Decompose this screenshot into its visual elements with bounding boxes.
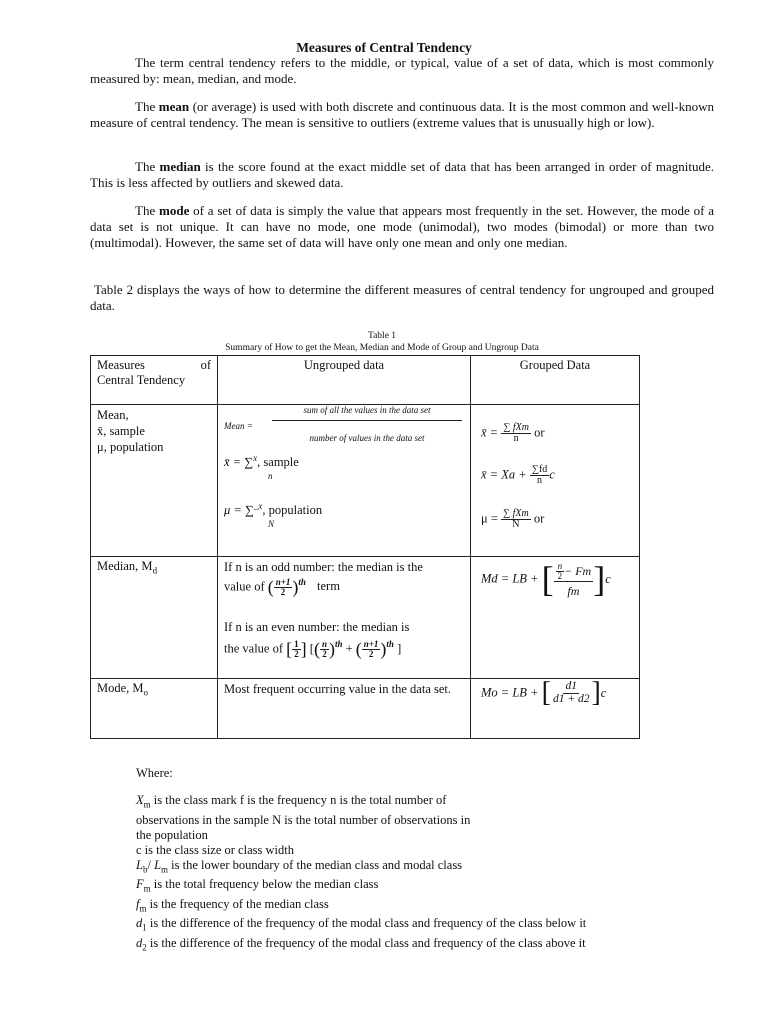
formula-denominator: 2 [280, 587, 286, 597]
header-text: Measures [97, 358, 145, 372]
formula-sup: th [298, 577, 306, 588]
row-label-mean [91, 405, 218, 557]
legend-text: the population [136, 827, 208, 842]
label-text: Mode, M [97, 681, 144, 695]
legend-c: c is the class size or class width [136, 842, 294, 857]
paragraph-text: Table 2 displays the ways of how to determine the different measures of central tendency for ungrouped and grouped data. [90, 282, 714, 313]
cell-median-ungrouped [218, 557, 471, 679]
cell-mode-grouped [471, 679, 640, 739]
formula-text: − Fm [564, 564, 592, 578]
table-caption-title: Table 1 [367, 331, 397, 341]
cell-median-grouped [471, 557, 640, 679]
formula-sample [224, 453, 299, 470]
legend-lb-lm [136, 858, 696, 878]
formula-text: μ = [481, 511, 498, 526]
formula-text: Md = LB + [481, 571, 539, 586]
formula-mode-grouped: Mo = LB + [ $\frac{d1}{d1 + d2}$ ] c [481, 677, 607, 708]
formula-denominator: fm [567, 583, 580, 598]
paragraph-text: (or average) is used with both discrete and continuous data. It is the most common and well-known measure of central tendency. The mean is sensitive to outliers (extreme values that is unusually high or low). [90, 99, 714, 130]
legend-xm [136, 793, 696, 813]
formula-grouped-1 [481, 423, 545, 444]
formula-text: or [533, 511, 545, 526]
formula-numerator: n [321, 639, 327, 649]
formula-numerator: n [557, 560, 563, 571]
page-title: Measures of Central Tendency [296, 40, 472, 55]
header-text: Central Tendency [97, 373, 186, 387]
legend-text: is the difference of the frequency of the modal class and frequency of the class below it [146, 916, 587, 930]
formula-denominator: 2 [557, 570, 563, 581]
formula-text: x̄ = Xa + [481, 467, 527, 482]
formula-grouped-2 [481, 465, 555, 486]
formula-sup: x [258, 501, 263, 511]
symbol: L [154, 857, 162, 872]
formula-text: Mo = LB + [481, 685, 539, 700]
formula-text: x̄ = [481, 425, 499, 440]
header-measures [91, 356, 218, 405]
table-row-mean [91, 405, 640, 557]
cell-mode-ungrouped: Most frequent occurring value in the data set. [218, 679, 471, 739]
formula-denominator: 2 [322, 649, 327, 659]
formula-text: c [549, 467, 555, 482]
symbol-sub: m [143, 883, 151, 894]
formula-denominator: 2 [294, 649, 299, 659]
symbol: f [136, 896, 140, 911]
formula-numerator: ∑ fXm [503, 422, 529, 433]
paragraph-median [90, 159, 714, 191]
symbol: X [136, 793, 144, 807]
symbol-sub: m [161, 864, 169, 874]
paragraph-text: The [135, 203, 160, 218]
table-row-mode [91, 679, 640, 739]
formula-text: μ = ∑ [224, 503, 254, 518]
symbol-sub: m [143, 799, 151, 810]
term-median: median [159, 159, 201, 174]
legend-d1 [136, 916, 696, 936]
formula-denominator: 2 [368, 649, 374, 659]
formula-text: the value of [224, 641, 284, 656]
term-mean: mean [158, 99, 190, 114]
term-mode: mode [159, 203, 190, 218]
formula-numerator: n+1 [275, 577, 291, 587]
formula-text: Mean = [224, 421, 253, 431]
formula-sub: N [268, 519, 275, 529]
formula-sup: x [253, 453, 258, 463]
legend-text: observations in the sample N is the total number of observations in [136, 812, 471, 827]
formula-text: x̄ = ∑ [224, 455, 254, 470]
formula-numerator: ∑fd [531, 464, 548, 475]
table-header-row [91, 356, 640, 405]
formula-grouped-3 [481, 509, 544, 530]
legend-fm-total [136, 877, 696, 897]
formula-denominator: n [537, 475, 543, 486]
formula-numerator: sum of all the values in the data set [272, 405, 462, 421]
formula-odd: value of ( $\frac{n+1}{2}$ )$^{th}$ term [224, 577, 340, 597]
label-text: x̄, sample [97, 424, 145, 438]
label-sub: d [152, 565, 158, 576]
symbol-sub: 1 [142, 922, 147, 933]
formula-sup: th [334, 639, 343, 650]
paragraph-central-tendency [90, 55, 714, 87]
legend-text: is the difference of the frequency of the modal class and frequency of the class above it [146, 935, 586, 950]
formula-text: c [605, 571, 611, 586]
paragraph-text: of a set of data is simply the value that appears most frequently in the set. However, the mode of a data set is not unique. It can have no mode, one mode (unimodal), two modes (bimodal) or more than two (multimodal). However, the same set of data will have only one mean and only one median. [90, 203, 714, 250]
paragraph-text: is the score found at the exact middle set of data that has been arranged in order of magnitude. This is less affected by outliers and skewed data. [90, 159, 714, 190]
summary-table [90, 355, 640, 739]
symbol: d [136, 916, 143, 930]
formula-text: , population [262, 503, 323, 518]
formula-numerator: d1 [565, 680, 577, 692]
formula-denominator: number of values in the data set [309, 433, 425, 443]
legend-text: is the total frequency below the median class [150, 877, 379, 891]
legend-text: is the frequency of the median class [146, 896, 329, 911]
formula-numerator: ∑ fXm [503, 508, 529, 519]
cell-mean-grouped [471, 405, 640, 557]
paragraph-text: The term central tendency refers to the middle, or typical, value of a set of data, which is most commonly measured by: mean, median, and mode. [90, 55, 714, 86]
symbol: d [136, 935, 143, 950]
formula-numerator: n+1 [363, 639, 379, 649]
label-text: μ, population [97, 440, 164, 454]
formula-denominator: N [512, 519, 520, 530]
header-grouped: Grouped Data [471, 356, 640, 405]
label-text: Median, M [97, 559, 153, 573]
formula-median-grouped: Md = LB + [ $\frac{n}{2}$ − Fm fm ] c [481, 559, 611, 599]
header-text: of [200, 358, 211, 372]
where-heading: Where: [136, 766, 173, 780]
row-label-mode [91, 679, 218, 739]
symbol-sub: b [142, 864, 148, 874]
formula-text: If n is an even number: the median is [224, 620, 410, 634]
row-label-median [91, 557, 218, 679]
formula-text: c [600, 685, 607, 700]
formula-text: , sample [257, 455, 299, 470]
formula-sub: n [268, 471, 273, 481]
paragraph-text: The [135, 99, 159, 114]
symbol-sub: m [139, 903, 147, 913]
formula-even: the value of [ $\frac{1}{2}$ ] [( $\frac{n}{2}$ )$^{th}$ + ( $\frac{n+1}{2}$ )$^{th}$ ] [224, 639, 402, 659]
label-sub: o [143, 687, 149, 698]
symbol: L [136, 857, 143, 872]
paragraph-mean [90, 99, 714, 131]
legend-list [136, 793, 696, 955]
cell-mean-ungrouped [218, 405, 471, 557]
formula-text: term [317, 579, 340, 594]
header-ungrouped: Ungrouped data [218, 356, 471, 405]
formula-denominator: n [513, 433, 519, 444]
formula-denominator: d1 + d2 [552, 692, 590, 705]
formula-text: or [534, 425, 545, 440]
paragraph-table-intro [90, 282, 714, 314]
formula-sup: th [386, 639, 394, 650]
formula-text: If n is an odd number: the median is the [224, 560, 423, 574]
table-row-median [91, 557, 640, 679]
formula-text: value of [224, 579, 265, 594]
formula-population: μ = ∑$^{\_x}$, population [224, 501, 323, 518]
paragraph-text: The [135, 159, 160, 174]
paragraph-mode [90, 203, 714, 251]
legend-text: / [147, 857, 155, 872]
legend-text: is the class mark f is the frequency n is the total number of [150, 793, 447, 807]
symbol: F [136, 877, 144, 891]
legend-text: is the lower boundary of the median class and modal class [168, 857, 463, 872]
label-text: Mean, [97, 408, 129, 422]
formula-numerator: 1 [294, 639, 299, 649]
legend-d2 [136, 936, 696, 956]
table-caption-subtitle: Summary of How to get the Mean, Median and Mode of Group and Ungroup Data [225, 343, 539, 353]
symbol-sub: 2 [142, 942, 147, 952]
legend-fm-median [136, 897, 696, 917]
